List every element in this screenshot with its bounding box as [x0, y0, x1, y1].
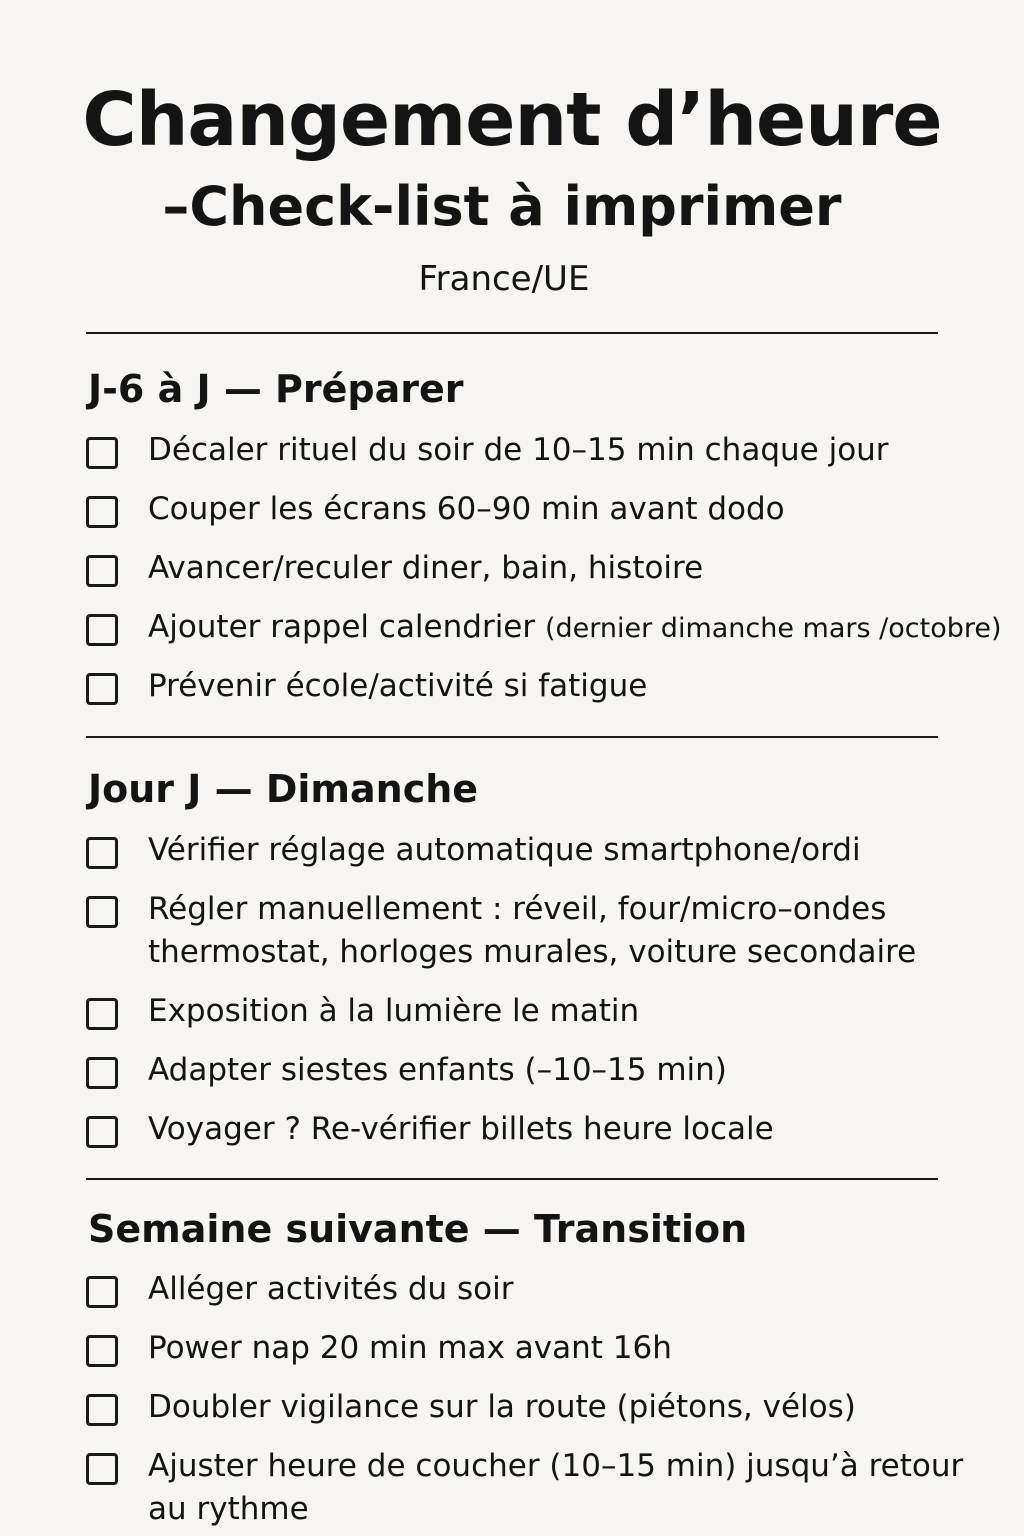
checklist-item	[86, 1113, 986, 1151]
section-heading-preparer: J-6 à J — Préparer	[88, 367, 464, 411]
checkbox[interactable]	[86, 673, 118, 705]
checklist-item	[86, 670, 986, 708]
checklist-item-label: Voyager ? Re-vérifier billets heure locale	[148, 1111, 774, 1147]
checklist-item	[86, 552, 986, 590]
checklist-item-label: Alléger activités du soir	[148, 1271, 514, 1307]
divider	[86, 332, 938, 334]
checklist-item-label: Prévenir école/activité si fatigue	[148, 668, 648, 704]
checkbox[interactable]	[86, 1394, 118, 1426]
checklist-item-label: Doubler vigilance sur la route (piétons, vélos)	[148, 1389, 856, 1425]
checklist-item-label: Régler manuellement : réveil, four/micro–ondes	[148, 891, 887, 927]
checklist-item	[86, 1273, 986, 1311]
region-label: France/UE	[418, 259, 590, 299]
checkbox[interactable]	[86, 1116, 118, 1148]
checkbox[interactable]	[86, 496, 118, 528]
checkbox[interactable]	[86, 896, 118, 928]
checkbox[interactable]	[86, 614, 118, 646]
checkbox[interactable]	[86, 1453, 118, 1485]
checklist-item	[86, 434, 986, 472]
section-heading-transition: Semaine suivante — Transition	[88, 1207, 748, 1251]
checklist-item-label-group	[148, 888, 916, 974]
checklist-item-label-group	[148, 606, 1002, 650]
checklist-item-label: Avancer/reculer diner, bain, histoire	[148, 550, 704, 586]
checklist-item-label: Couper les écrans 60–90 min avant dodo	[148, 491, 785, 527]
checklist-item-label: Ajouter rappel calendrier	[148, 609, 536, 645]
checkbox[interactable]	[86, 555, 118, 587]
checkbox[interactable]	[86, 1057, 118, 1089]
checkbox[interactable]	[86, 1276, 118, 1308]
checklist-item	[86, 1054, 986, 1092]
checklist-item	[86, 1391, 986, 1429]
checklist-item-label: Ajuster heure de coucher (10–15 min) jusqu’à retour	[148, 1448, 964, 1484]
checkbox[interactable]	[86, 1335, 118, 1367]
divider	[86, 736, 938, 738]
checklist-item	[86, 1450, 986, 1531]
divider	[86, 1178, 938, 1180]
section-heading-jour-j: Jour J — Dimanche	[88, 767, 479, 811]
checklist-item-note: (dernier dimanche mars /octobre)	[544, 613, 1002, 644]
checklist-item-label-line2: thermostat, horloges murales, voiture secondaire	[148, 934, 917, 970]
checklist-item	[86, 995, 986, 1033]
checklist-item-label-group	[148, 1445, 963, 1531]
checkbox[interactable]	[86, 437, 118, 469]
checklist-item	[86, 493, 986, 531]
checklist-item	[86, 893, 986, 974]
checkbox[interactable]	[86, 837, 118, 869]
checkbox[interactable]	[86, 998, 118, 1030]
checklist-item-label: Vérifier réglage automatique smartphone/ordi	[148, 832, 861, 868]
checklist-item	[86, 1332, 986, 1370]
page-title: Changement d’heure	[82, 77, 942, 163]
checklist-item-label: Exposition à la lumière le matin	[148, 993, 640, 1029]
checklist-item-label: Adapter siestes enfants (–10–15 min)	[148, 1052, 727, 1088]
checklist-item-label-line2: au rythme	[148, 1491, 309, 1527]
checklist-item-label: Décaler rituel du soir de 10–15 min chaque jour	[148, 432, 889, 468]
checklist-item	[86, 609, 1002, 650]
checklist-item-label: Power nap 20 min max avant 16h	[148, 1330, 672, 1366]
page-subtitle: –Check-list à imprimer	[162, 175, 842, 238]
checklist-item	[86, 834, 986, 872]
